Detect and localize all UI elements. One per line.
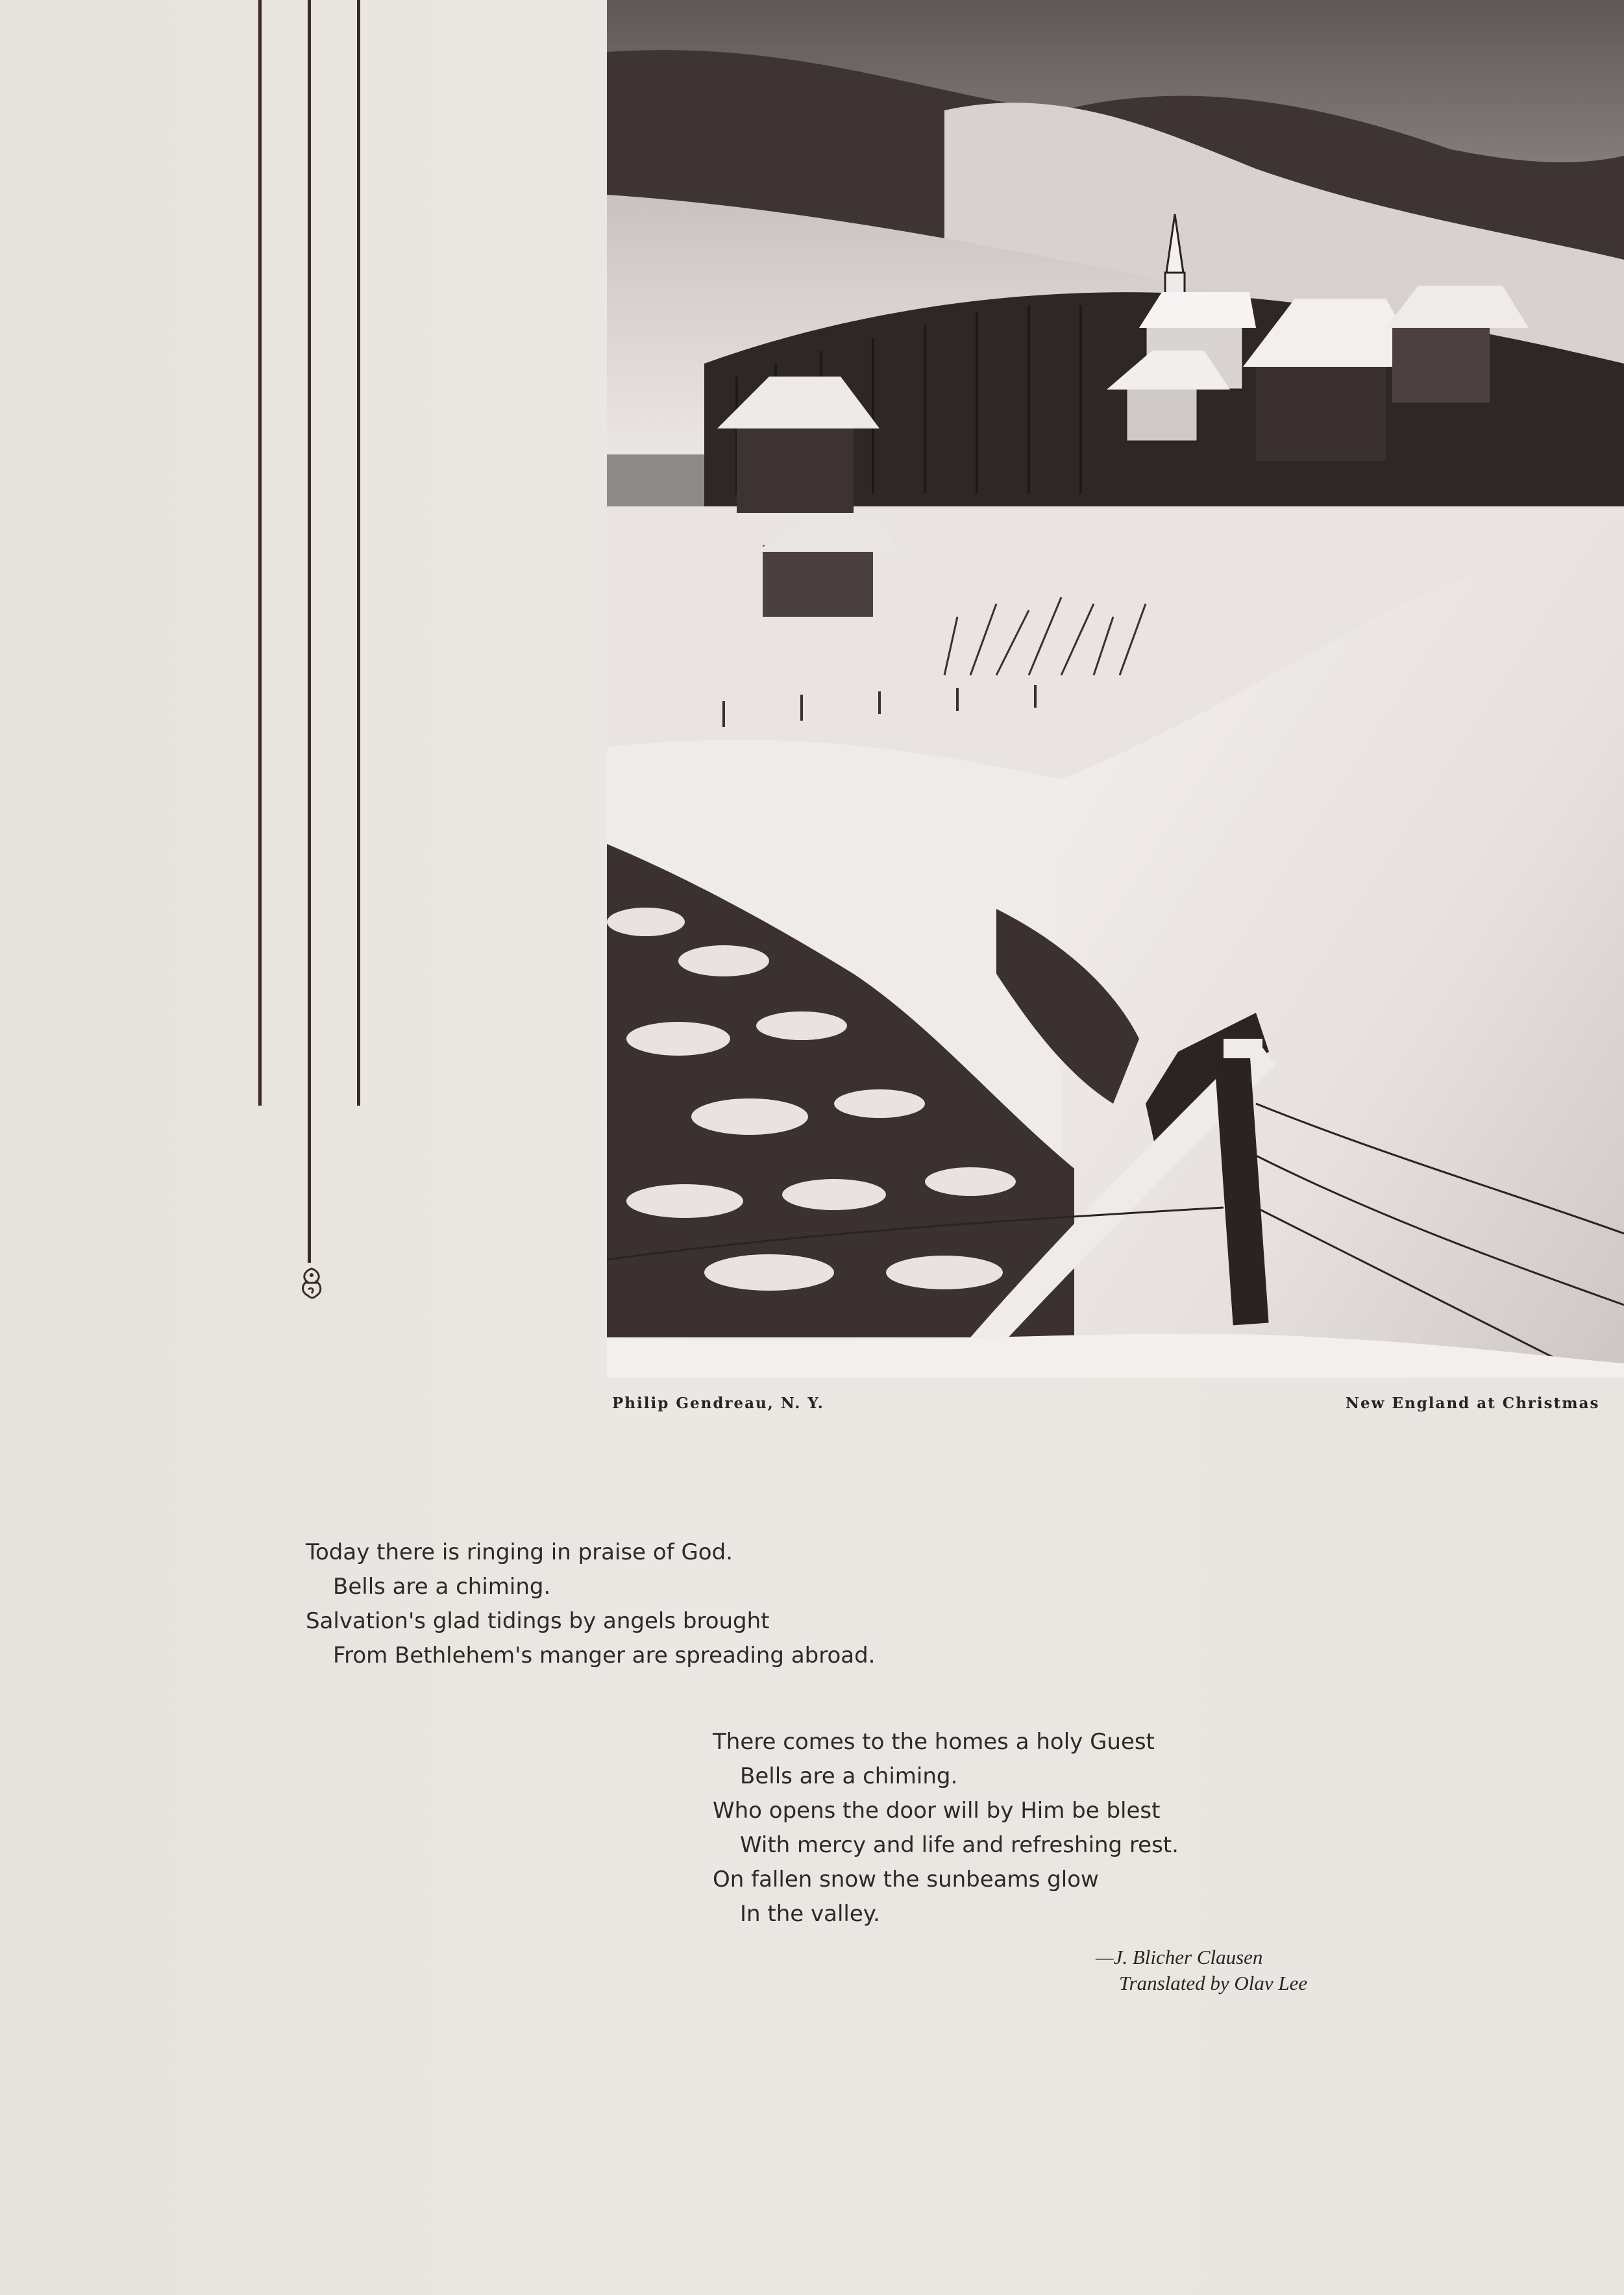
poem-line: From Bethlehem's manger are spreading abroad. <box>333 1643 876 1669</box>
poem-stanza-1 <box>306 1535 876 1673</box>
winter-village-photograph <box>607 0 1624 1378</box>
poem-line: Salvation's glad tidings by angels brought <box>306 1608 770 1634</box>
poem-line: Today there is ringing in praise of God. <box>306 1539 733 1565</box>
poem-stanza-2 <box>713 1725 1179 1931</box>
poem-line: With mercy and life and refreshing rest. <box>740 1832 1179 1858</box>
vertical-rule-left <box>258 0 262 1106</box>
photo-title: New England at Christmas <box>1346 1395 1600 1412</box>
poem-author: —J. Blicher Clausen <box>1096 1946 1263 1968</box>
poem-attribution <box>1096 1944 1307 1996</box>
poem-line: There comes to the homes a holy Guest <box>713 1729 1155 1755</box>
poem-line: Bells are a chiming. <box>333 1574 551 1600</box>
show-through-heading <box>62 195 81 284</box>
vertical-rule-middle <box>308 0 311 1263</box>
poem-line: On fallen snow the sunbeams glow <box>713 1867 1099 1892</box>
fleuron-ornament-icon <box>295 1266 328 1302</box>
poem-line: Bells are a chiming. <box>740 1763 958 1789</box>
vertical-rule-right <box>357 0 360 1106</box>
poem-translator: Translated by Olav Lee <box>1119 1972 1308 1994</box>
photo-credit: Philip Gendreau, N. Y. <box>612 1395 824 1412</box>
poem-line: Who opens the door will by Him be blest <box>713 1798 1161 1824</box>
poem-line: In the valley. <box>740 1901 880 1927</box>
